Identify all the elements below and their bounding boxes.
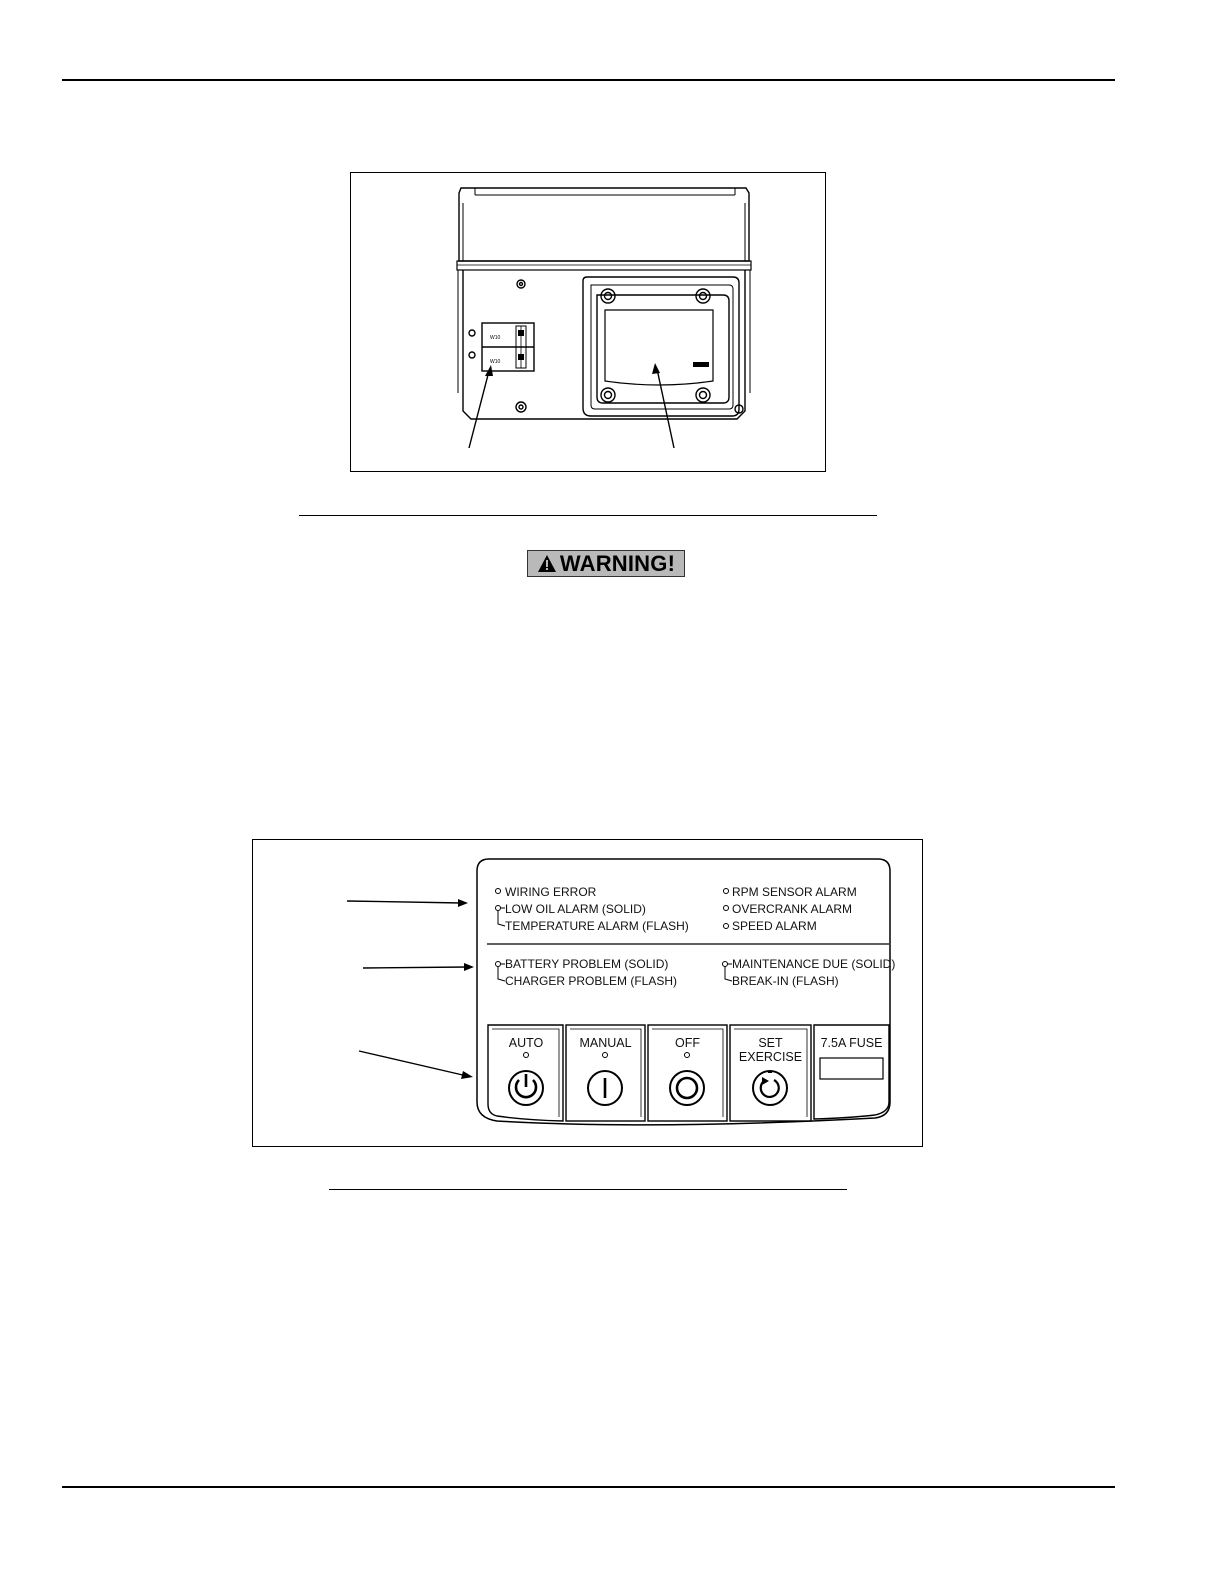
off-button[interactable]	[670, 1071, 704, 1105]
control-panel-figure	[252, 839, 923, 1147]
warning-banner	[527, 550, 685, 577]
warning-label: WARNING!	[559, 550, 676, 576]
footer-rule	[62, 1486, 1115, 1488]
controller-housing-figure	[350, 172, 826, 472]
indicator-speed: SPEED ALARM	[732, 919, 817, 933]
indicator-wiring-error: WIRING ERROR	[505, 885, 597, 899]
indicator-charger-problem: CHARGER PROBLEM (FLASH)	[505, 974, 678, 988]
svg-text:W10: W10	[490, 359, 501, 365]
auto-button-label: AUTO	[508, 1036, 544, 1050]
set-exercise-button[interactable]	[753, 1071, 787, 1105]
manual-button-label: MANUAL	[579, 1036, 632, 1050]
set-exercise-button-label-line1: SET	[758, 1036, 783, 1050]
set-exercise-button-label-line2: EXERCISE	[738, 1050, 803, 1064]
off-button-label: OFF	[675, 1036, 700, 1050]
figure-2-caption-rule	[329, 1189, 847, 1190]
indicator-battery-problem: BATTERY PROBLEM (SOLID)	[505, 957, 669, 971]
indicator-maintenance-due: MAINTENANCE DUE (SOLID)	[732, 957, 896, 971]
indicator-low-oil: LOW OIL ALARM (SOLID)	[505, 902, 646, 916]
header-rule	[62, 79, 1115, 81]
svg-text:W10: W10	[490, 335, 501, 341]
figure-1-caption-rule	[299, 515, 877, 516]
indicator-break-in: BREAK-IN (FLASH)	[732, 974, 839, 988]
fuse-label: 7.5A FUSE	[820, 1036, 883, 1050]
indicator-overcrank: OVERCRANK ALARM	[732, 902, 853, 916]
controller-housing-drawing	[351, 173, 827, 473]
indicator-temperature: TEMPERATURE ALARM (FLASH)	[505, 919, 689, 933]
warning-triangle-icon	[537, 554, 557, 573]
manual-button[interactable]	[588, 1071, 622, 1105]
auto-button[interactable]	[509, 1071, 543, 1105]
indicator-rpm-sensor: RPM SENSOR ALARM	[732, 885, 857, 899]
